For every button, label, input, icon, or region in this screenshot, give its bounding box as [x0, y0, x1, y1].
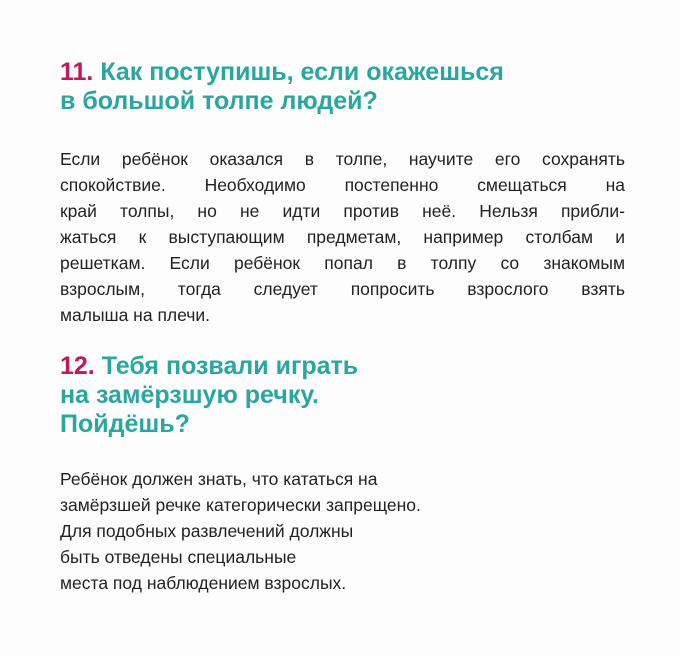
answer-12-line: быть отведены специальные	[60, 547, 297, 567]
answer-11-line: спокойствие. Необходимо постепенно смещаться на	[60, 175, 625, 195]
question-12-title-line-3: Пойдёшь?	[60, 410, 190, 438]
question-11-title-line-1: 11. Как поступишь, если окажешься	[60, 58, 504, 86]
question-11-title-line-2: в большой толпе людей?	[60, 87, 378, 115]
question-12-number: 12.	[60, 352, 95, 380]
answer-12-line: замёрзшей речке категорически запрещено.	[60, 495, 421, 515]
answer-11-paragraph	[60, 146, 625, 328]
answer-11-line: Если ребёнок оказался в толпе, научите его сохранять	[60, 149, 625, 169]
question-12-title	[60, 352, 625, 439]
answer-11-line: жаться к выступающим предметам, например столбам и	[60, 227, 625, 247]
question-12-heading	[60, 352, 625, 439]
answer-11-line: малыша на плечи.	[60, 305, 211, 325]
answer-11-line: решеткам. Если ребёнок попал в толпу со знакомым	[60, 253, 625, 273]
answer-12-line: Ребёнок должен знать, что кататься на	[60, 469, 378, 489]
question-11-title	[60, 58, 625, 116]
question-11-number: 11.	[60, 58, 94, 86]
answer-12-line: Для подобных развлечений должны	[60, 521, 354, 541]
answer-11-line: взрослым, тогда следует попросить взрослого взять	[60, 279, 625, 299]
answer-11-line: край толпы, но не идти против неё. Нельзя прибли-	[60, 201, 625, 221]
question-12-title-line-1: 12. Тебя позвали играть	[60, 352, 359, 380]
question-12-title-line-2: на замёрзшую речку.	[60, 381, 319, 409]
answer-11-text	[60, 146, 625, 328]
answer-12-line: места под наблюдением взрослых.	[60, 573, 347, 593]
answer-12-paragraph	[60, 466, 625, 596]
question-11-heading	[60, 58, 625, 116]
answer-12-text	[60, 466, 625, 596]
